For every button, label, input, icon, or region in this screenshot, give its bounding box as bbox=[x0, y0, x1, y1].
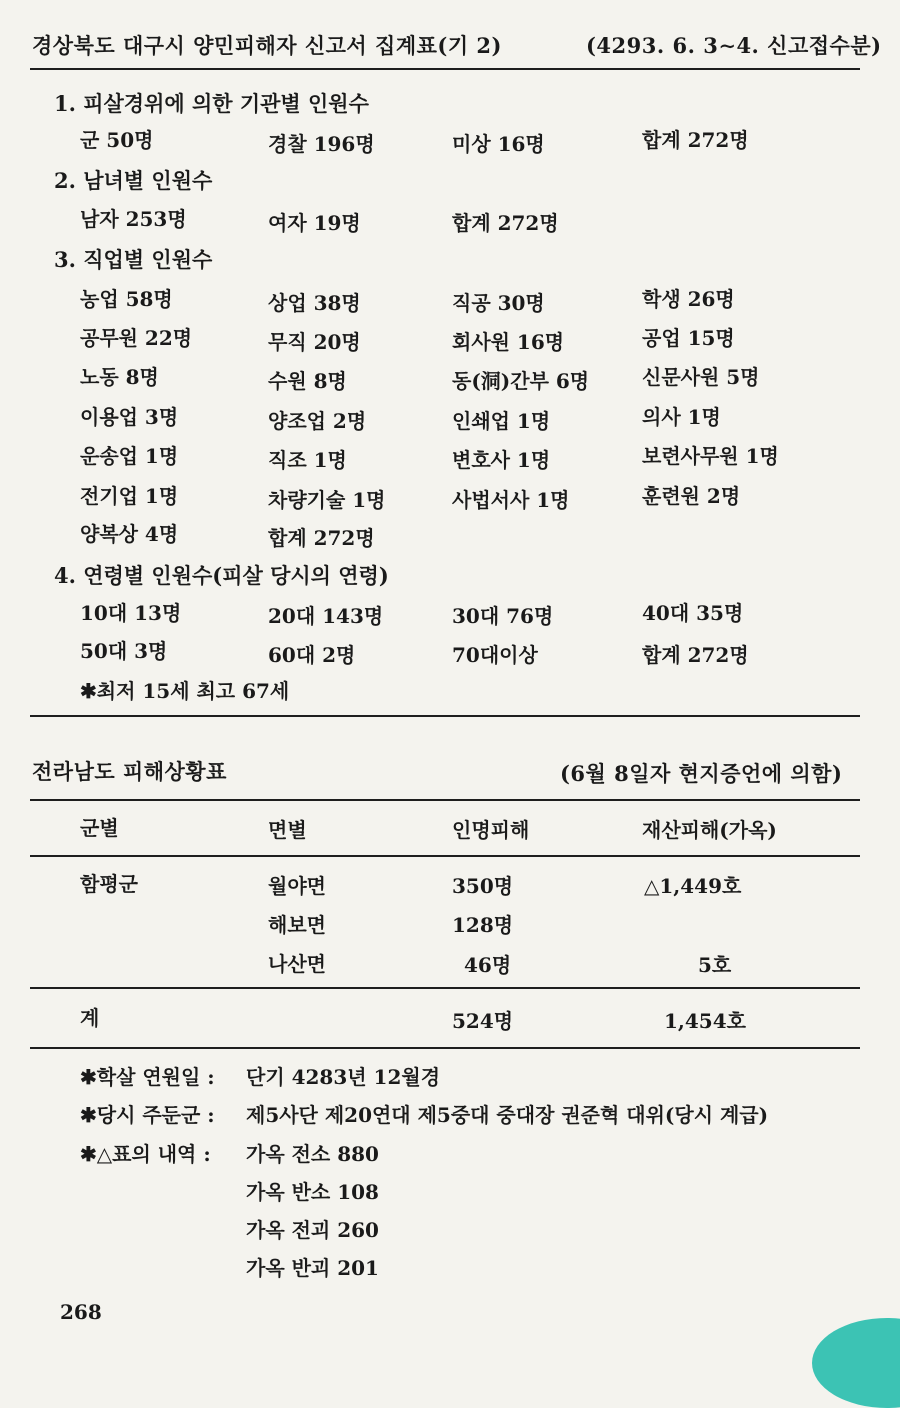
table-cell: 합계 272명 bbox=[642, 643, 749, 667]
corner-tab-decoration bbox=[812, 1318, 900, 1408]
section-heading-1: 1. 피살경위에 의한 기관별 인원수 bbox=[54, 91, 369, 116]
table-cell: 훈련원 2명 bbox=[642, 484, 741, 508]
table-cell: 남자 253명 bbox=[80, 207, 187, 231]
note-text: 가옥 전소 880 bbox=[246, 1142, 379, 1166]
table-cell: 공업 15명 bbox=[642, 326, 735, 350]
table-cell: 보련사무원 1명 bbox=[642, 444, 779, 468]
table-cell: 30대 76명 bbox=[452, 604, 554, 628]
total-property: 1,454호 bbox=[664, 1009, 746, 1033]
district-cell: 월야면 bbox=[268, 874, 326, 898]
column-header: 면별 bbox=[268, 818, 307, 842]
district-cell: 해보면 bbox=[268, 913, 326, 937]
table-cell: 노동 8명 bbox=[80, 365, 159, 389]
table-cell: 사법서사 1명 bbox=[452, 488, 570, 512]
page-number: 268 bbox=[60, 1300, 102, 1324]
total-casualties: 524명 bbox=[452, 1009, 514, 1033]
casualties-cell: 46명 bbox=[464, 953, 512, 977]
table2-total-rule bbox=[30, 987, 860, 989]
table-cell: 합계 272명 bbox=[268, 526, 375, 550]
casualties-cell: 128명 bbox=[452, 913, 514, 937]
age-footnote: ✱최저 15세 최고 67세 bbox=[80, 679, 290, 703]
note-text: 단기 4283년 12월경 bbox=[246, 1065, 441, 1089]
note-label: ✱△표의 내역 : bbox=[80, 1142, 211, 1166]
table-cell: 10대 13명 bbox=[80, 601, 182, 625]
table-cell: 농업 58명 bbox=[80, 287, 173, 311]
total-label: 계 bbox=[80, 1006, 100, 1030]
table-cell: 합계 272명 bbox=[642, 128, 749, 152]
table-cell: 70대이상 bbox=[452, 643, 538, 667]
table2-header-rule bbox=[30, 855, 860, 857]
table-cell: 인쇄업 1명 bbox=[452, 409, 551, 433]
table-cell: 의사 1명 bbox=[642, 405, 721, 429]
note-label: ✱당시 주둔군 : bbox=[80, 1103, 215, 1127]
casualties-cell: 350명 bbox=[452, 874, 514, 898]
table1-top-rule bbox=[30, 68, 860, 70]
county-cell: 함평군 bbox=[80, 872, 138, 896]
table-cell: 전기업 1명 bbox=[80, 484, 179, 508]
table-cell: 학생 26명 bbox=[642, 287, 735, 311]
table2-top-rule bbox=[30, 799, 860, 801]
note-label: ✱학살 연원일 : bbox=[80, 1065, 215, 1089]
section-heading-4: 4. 연령별 인원수(피살 당시의 연령) bbox=[54, 563, 389, 588]
table-cell: 50대 3명 bbox=[80, 639, 168, 663]
table2-source: (6월 8일자 현지증언에 의함) bbox=[560, 761, 843, 786]
district-cell: 나산면 bbox=[268, 952, 326, 976]
table1-period: (4293. 6. 3∼4. 신고접수분) bbox=[586, 33, 882, 58]
table2-title: 전라남도 피해상황표 bbox=[32, 759, 227, 784]
note-continuation: 가옥 전괴 260 bbox=[246, 1218, 379, 1242]
column-header: 재산피해(가옥) bbox=[642, 818, 777, 842]
table-cell: 군 50명 bbox=[80, 128, 154, 152]
table-cell: 변호사 1명 bbox=[452, 448, 551, 472]
table-cell: 수원 8명 bbox=[268, 369, 347, 393]
column-header: 군별 bbox=[80, 816, 119, 840]
table-cell: 차량기술 1명 bbox=[268, 488, 386, 512]
table-cell: 회사원 16명 bbox=[452, 330, 565, 354]
table-cell: 양조업 2명 bbox=[268, 409, 367, 433]
section-heading-2: 2. 남녀별 인원수 bbox=[54, 168, 213, 193]
table-cell: 상업 38명 bbox=[268, 291, 361, 315]
column-header: 인명피해 bbox=[452, 818, 530, 842]
table2-bottom-rule bbox=[30, 1047, 860, 1049]
table-cell: 60대 2명 bbox=[268, 643, 356, 667]
table-cell: 경찰 196명 bbox=[268, 132, 375, 156]
note-continuation: 가옥 반소 108 bbox=[246, 1180, 379, 1204]
table-cell: 양복상 4명 bbox=[80, 522, 179, 546]
table-cell: 동(洞)간부 6명 bbox=[452, 369, 590, 393]
table-cell: 20대 143명 bbox=[268, 604, 384, 628]
property-cell: 5호 bbox=[698, 953, 732, 977]
table-cell: 공무원 22명 bbox=[80, 326, 193, 350]
table-cell: 여자 19명 bbox=[268, 211, 361, 235]
table-cell: 40대 35명 bbox=[642, 601, 744, 625]
note-continuation: 가옥 반괴 201 bbox=[246, 1256, 379, 1280]
table-cell: 신문사원 5명 bbox=[642, 365, 760, 389]
table1-title: 경상북도 대구시 양민피해자 신고서 집계표(기 2) bbox=[32, 33, 502, 58]
note-text: 제5사단 제20연대 제5중대 중대장 권준혁 대위(당시 계급) bbox=[246, 1103, 769, 1127]
table-cell: 이용업 3명 bbox=[80, 405, 179, 429]
table-cell: 운송업 1명 bbox=[80, 444, 179, 468]
property-cell: △1,449호 bbox=[644, 874, 742, 898]
table-cell: 직공 30명 bbox=[452, 291, 545, 315]
table-cell: 합계 272명 bbox=[452, 211, 559, 235]
table-cell: 미상 16명 bbox=[452, 132, 545, 156]
table1-bottom-rule bbox=[30, 715, 860, 717]
table-cell: 직조 1명 bbox=[268, 448, 347, 472]
section-heading-3: 3. 직업별 인원수 bbox=[54, 247, 213, 272]
table-cell: 무직 20명 bbox=[268, 330, 361, 354]
